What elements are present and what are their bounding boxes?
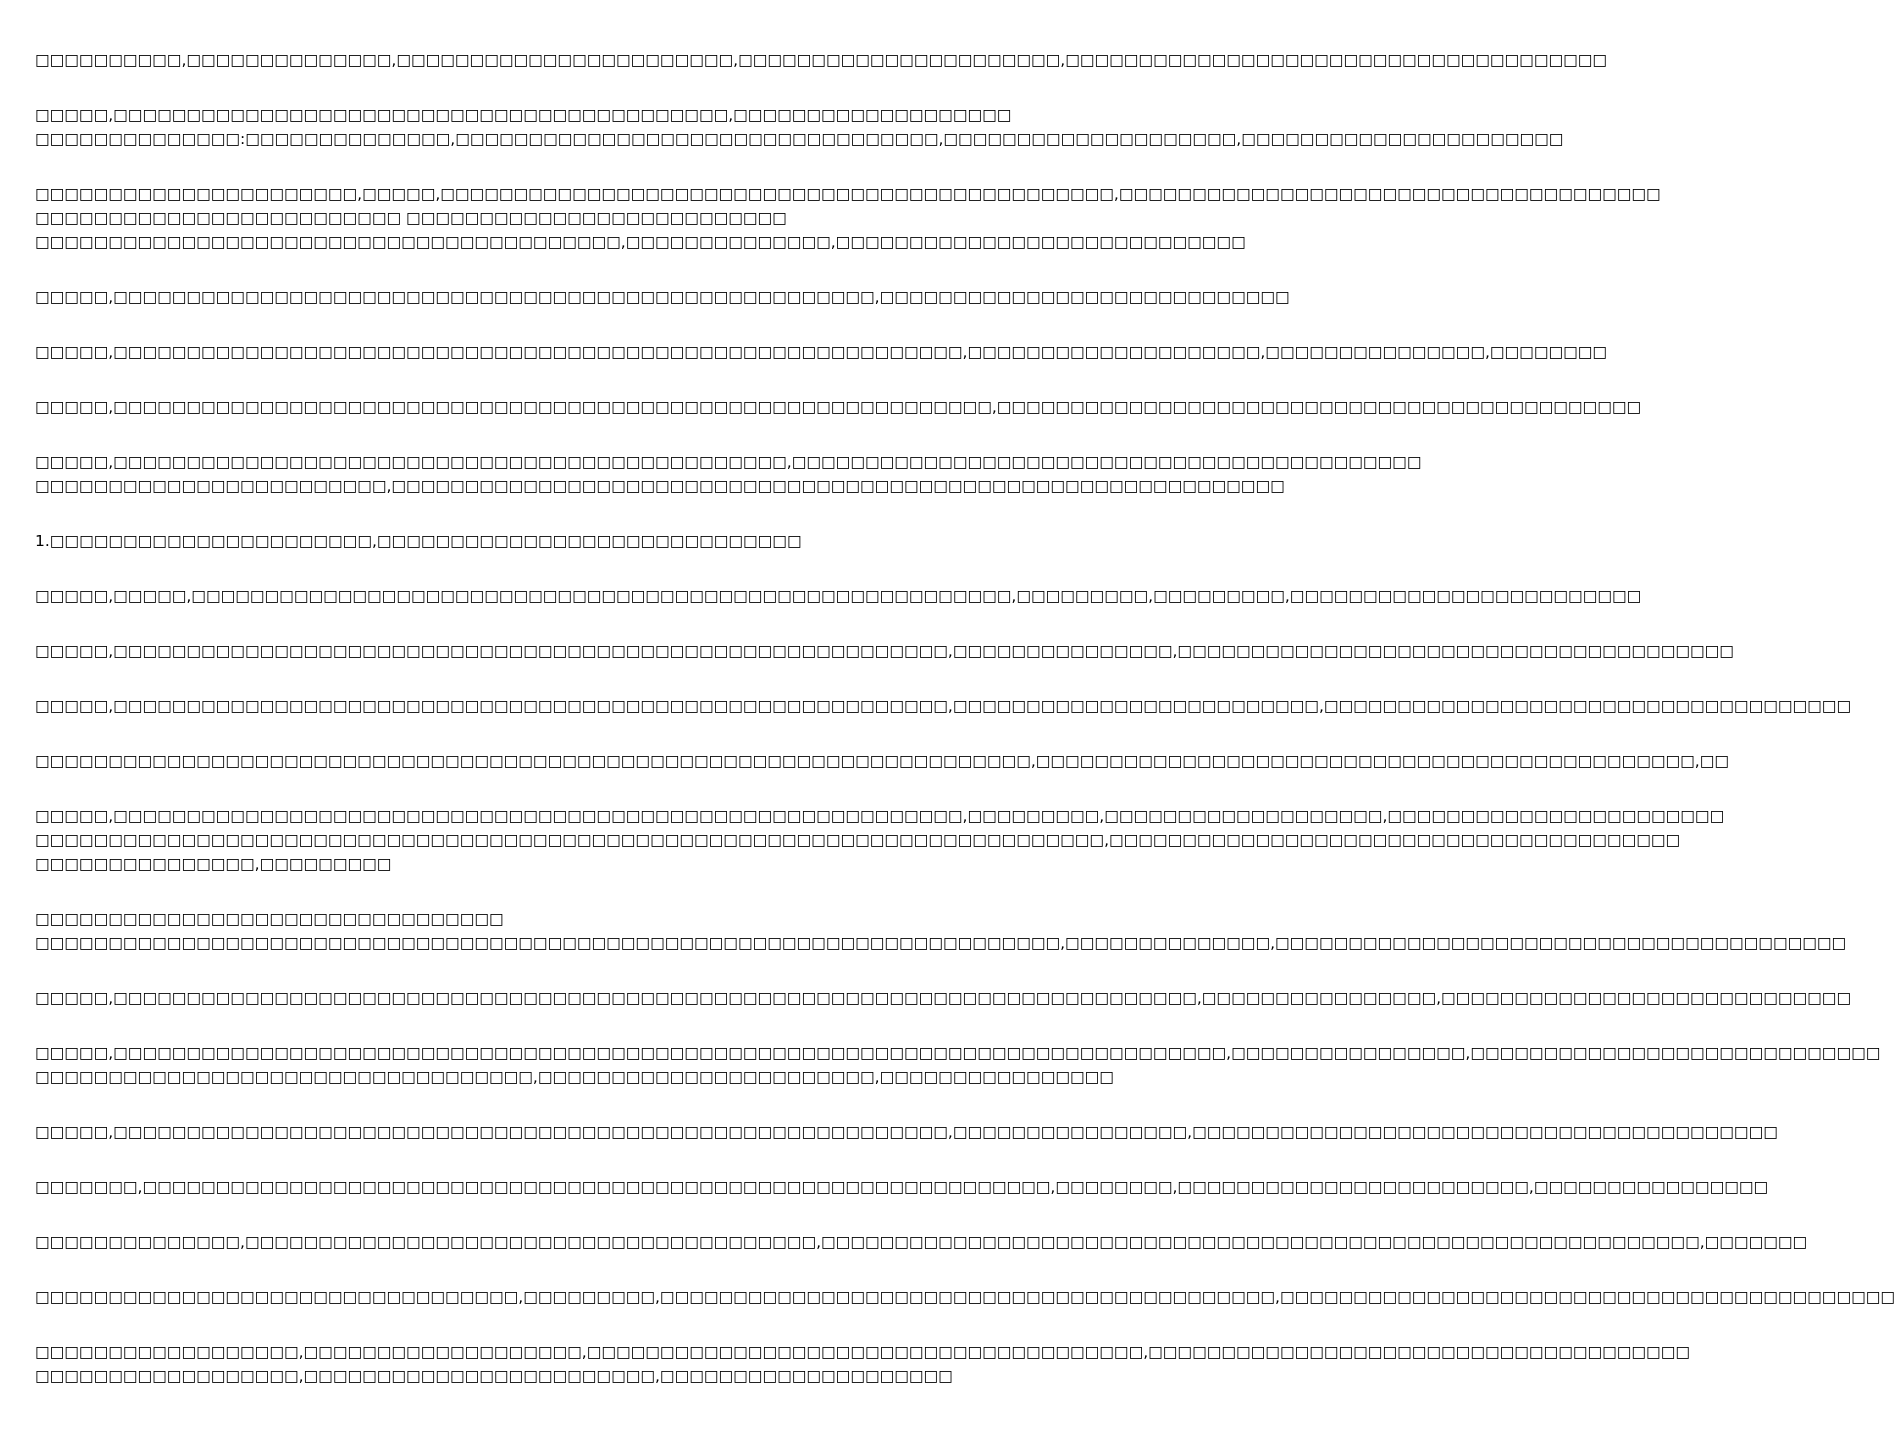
- text-line: □□□□□,□□□□□□□□□□□□□□□□□□□□□□□□□□□□□□□□□□□□□□□□□□□□□□□□□□□□□□□□□□□□,□□□□□□□□□□□□□□□□□□□□□□□□□□□□□□□□□□□□□□□□□□□□: [35, 398, 1642, 416]
- text-line: □□□□□□□□□□□□□□□□□□□□□□□□□ □□□□□□□□□□□□□□□□□□□□□□□□□□: [35, 209, 787, 227]
- paragraph: [35, 1120, 1778, 1144]
- text-line: □□□□□□□□□□□□□□□□□□,□□□□□□□□□□□□□□□□□□□□□□□□,□□□□□□□□□□□□□□□□□□□□: [35, 1367, 953, 1385]
- text-line: □□□□□,□□□□□,□□□□□□□□□□□□□□□□□□□□□□□□□□□□□□□□□□□□□□□□□□□□□□□□□□□□□□□□,□□□□□□□□□,□□□□□□□□□,□□□□□□□□□□□□□□□□□□□□□□□□: [35, 587, 1642, 605]
- paragraph: [35, 1041, 1881, 1089]
- text-line: □□□□□□□□□□□□□□□□□□□□□□□□□□□□□□□□: [35, 910, 504, 928]
- text-line: □□□□□□□□□□□□□□:□□□□□□□□□□□□□□,□□□□□□□□□□□□□□□□□□□□□□□□□□□□□□□□□,□□□□□□□□□□□□□□□□□□□□,□□□□□□□□□□□□□□□□□□□□□□: [35, 130, 1564, 148]
- text-line: □□□□□□□□□□□□□□□□□□□□□□□□□□□□□□□□□□□□□□□□□□□□□□□□□□□□□□□□□□□□□□□□□□□□□□□□□,□□□□□□□□□□□□□□□□□□□□□□□□□□□□□□□□□□□□□□□: [35, 831, 1681, 849]
- text-line: □□□□□□□□□□□□□□□□□□□□□□□□□□□□□□□□□□□□□□□□,□□□□□□□□□□□□□□,□□□□□□□□□□□□□□□□□□□□□□□□□□□□: [35, 233, 1246, 251]
- text-line: □□□□□,□□□□□□□□□□□□□□□□□□□□□□□□□□□□□□□□□□□□□□□□□□□□□□□□□□□□□□□□□□,□□□□□□□□□□□□□□□□□□□□,□□□□□□□□□□□□□□□,□□□□□□□□: [35, 343, 1608, 361]
- paragraph: [35, 639, 1734, 663]
- paragraph: [35, 907, 1847, 955]
- paragraph: [35, 584, 1642, 608]
- paragraph: [35, 340, 1608, 364]
- text-line: □□□□□,□□□□□□□□□□□□□□□□□□□□□□□□□□□□□□□□□□□□□□□□□□□□□□□□□□□□□□□□□,□□□□□□□□□□□□□□□□,□□□□□□□□□□□□□□□□□□□□□□□□□□□□□□□□□□□□□□□□: [35, 1123, 1778, 1141]
- text-line: □□□□□,□□□□□□□□□□□□□□□□□□□□□□□□□□□□□□□□□□□□□□□□□□□□□□□□□□□□□□□□□,□□□□□□□□□□□□□□□,□□□□□□□□□□□□□□□□□□□□□□□□□□□□□□□□□□□□□□: [35, 642, 1734, 660]
- text-line: □□□□□□□□□□□□□□□□□□□□□□□□□□□□□□□□□□□□□□□□□□□□□□□□□□□□□□□□□□□□□□□□□□□□,□□□□□□□□□□□□□□□□□□□□□□□□□□□□□□□□□□□□□□□□□□□□□,□□: [35, 752, 1730, 770]
- paragraph: [35, 986, 1852, 1010]
- text-line: □□□□□,□□□□□□□□□□□□□□□□□□□□□□□□□□□□□□□□□□□□□□□□□□,□□□□□□□□□□□□□□□□□□□: [35, 106, 1012, 124]
- paragraph: [35, 182, 1661, 254]
- paragraph: [35, 694, 1852, 718]
- text-line: □□□□□,□□□□□□□□□□□□□□□□□□□□□□□□□□□□□□□□□□□□□□□□□□□□□□□□□□□□□□□□□□□□□□□□□□□□□□□□□□,□□□□□□□□□□□□□□□□,□□□□□□□□□□□□□□□□□□□□□□□□□□□□: [35, 989, 1852, 1007]
- paragraph: [35, 1340, 1690, 1388]
- text-line: □□□□□□□,□□□□□□□□□□□□□□□□□□□□□□□□□□□□□□□□□□□□□□□□□□□□□□□□□□□□□□□□□□□□□□,□□□□□□□□,□□□□□□□□□□□□□□□□□□□□□□□□,□□□□□□□□□□□□□□□□: [35, 1178, 1769, 1196]
- text-line: □□□□□□□□□□□□□□□□□□□□□□□□□□□□□□□□□□□□□□□□□□□□□□□□□□□□□□□□□□□□□□□□□□□□□□,□□□□□□□□□□□□□□,□□□□□□□□□□□□□□□□□□□□□□□□□□□□□□□□□□□□□□□: [35, 934, 1847, 952]
- text-line: □□□□□□□□□□,□□□□□□□□□□□□□□,□□□□□□□□□□□□□□□□□□□□□□□,□□□□□□□□□□□□□□□□□□□□□□,□□□□□□□□□□□□□□□□□□□□□□□□□□□□□□□□□□□□□: [35, 51, 1608, 69]
- text-line: □□□□□□□□□□□□□□□□□□□□□□□□□□□□□□□□□,□□□□□□□□□,□□□□□□□□□□□□□□□□□□□□□□□□□□□□□□□□□□□□□□□□□□,□□□□□□□□□□□□□□□□□□□□□□□□□□□□□□□□□□□□□□□□□□: [35, 1288, 1895, 1306]
- text-line: □□□□□□□□□□□□□□,□□□□□□□□□□□□□□□□□□□□□□□□□□□□□□□□□□□□□□□,□□□□□□□□□□□□□□□□□□□□□□□□□□□□□□□□□□□□□□□□□□□□□□□□□□□□□□□□□□□□,□□□□□□□: [35, 1233, 1808, 1251]
- paragraph: [35, 395, 1642, 419]
- paragraph: [35, 804, 1725, 876]
- text-line: □□□□□□□□□□□□□□□□□□□□□□□□,□□□□□□□□□□□□□□□□□□□□□□□□□□□□□□□□□□□□□□□□□□□□□□□□□□□□□□□□□□□□□: [35, 477, 1285, 495]
- text-line: □□□□□,□□□□□□□□□□□□□□□□□□□□□□□□□□□□□□□□□□□□□□□□□□□□□□□□□□□□□□□□□□,□□□□□□□□□,□□□□□□□□□□□□□□□□□□□,□□□□□□□□□□□□□□□□□□□□□□□: [35, 807, 1725, 825]
- text-line: □□□□□,□□□□□□□□□□□□□□□□□□□□□□□□□□□□□□□□□□□□□□□□□□□□□□□□□□□□□□□□□,□□□□□□□□□□□□□□□□□□□□□□□□□,□□□□□□□□□□□□□□□□□□□□□□□□□□□□□□□□□□□□: [35, 697, 1852, 715]
- paragraph: [35, 285, 1290, 309]
- text-line: □□□□□□□□□□□□□□□,□□□□□□□□□: [35, 855, 392, 873]
- text-line: □□□□□,□□□□□□□□□□□□□□□□□□□□□□□□□□□□□□□□□□□□□□□□□□□□□□□□□□□□,□□□□□□□□□□□□□□□□□□□□□□□□□□□□: [35, 288, 1290, 306]
- text-line: □□□□□□□□□□□□□□□□□□,□□□□□□□□□□□□□□□□□□□,□□□□□□□□□□□□□□□□□□□□□□□□□□□□□□□□□□□□□□,□□□□□□□□□□□□□□□□□□□□□□□□□□□□□□□□□□□□□: [35, 1343, 1690, 1361]
- paragraph: [35, 103, 1564, 151]
- text-line: □□□□□□□□□□□□□□□□□□□□□□,□□□□□,□□□□□□□□□□□□□□□□□□□□□□□□□□□□□□□□□□□□□□□□□□□□□□,□□□□□□□□□□□□□□□□□□□□□□□□□□□□□□□□□□□□□: [35, 185, 1661, 203]
- paragraph: [35, 450, 1422, 498]
- paragraph: [35, 1175, 1769, 1199]
- paragraph: [35, 1230, 1808, 1254]
- text-line: □□□□□□□□□□□□□□□□□□□□□□□□□□□□□□□□□□,□□□□□□□□□□□□□□□□□□□□□□□,□□□□□□□□□□□□□□□□: [35, 1068, 1114, 1086]
- paragraph: [35, 749, 1730, 773]
- text-line: □□□□□,□□□□□□□□□□□□□□□□□□□□□□□□□□□□□□□□□□□□□□□□□□□□□□□□□□□□□□□□□□□□□□□□□□□□□□□□□□□□,□□□□□□□□□□□□□□□□,□□□□□□□□□□□□□□□□□□□□□□□□□□□□: [35, 1044, 1881, 1062]
- paragraph: [35, 529, 990, 553]
- document-body: [35, 48, 1895, 1419]
- paragraph: [35, 48, 1608, 72]
- text-line: □□□□□,□□□□□□□□□□□□□□□□□□□□□□□□□□□□□□□□□□□□□□□□□□□□□□,□□□□□□□□□□□□□□□□□□□□□□□□□□□□□□□□□□□□□□□□□□□: [35, 453, 1422, 471]
- text-line: 1.□□□□□□□□□□□□□□□□□□□□□□,□□□□□□□□□□□□□□□□□□□□□□□□□□□□□: [35, 532, 802, 550]
- paragraph: [35, 1285, 1895, 1309]
